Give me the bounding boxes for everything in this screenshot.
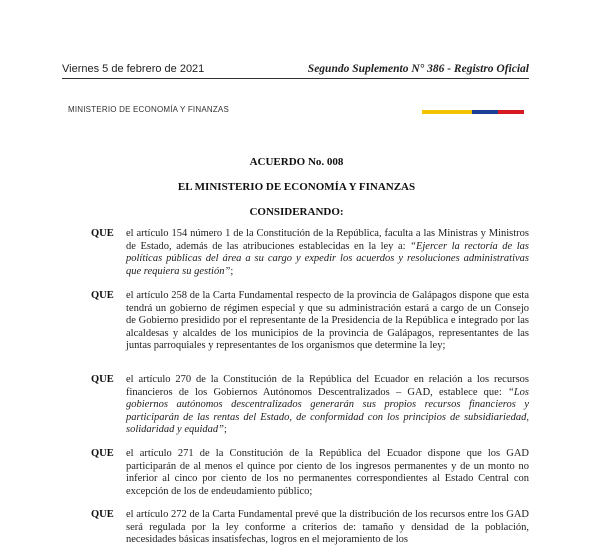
considerando-heading: CONSIDERANDO: (249, 206, 344, 218)
clause-text: el artículo 272 de la Carta Fundamental prevé que la distribución de los recursos entre los GAD será regulada por la ley conforme a criterios de: tamaño y densidad de la población, necesidades básicas insatisfechas, logros en el mejoramiento de los (126, 509, 529, 546)
issuing-ministry: EL MINISTERIO DE ECONOMÍA Y FINANZAS (177, 181, 416, 193)
acuerdo-number: ACUERDO No. 008 (249, 156, 344, 168)
flag-red-stripe (498, 110, 524, 114)
clause-4 (91, 448, 529, 498)
flag-blue-stripe (472, 110, 499, 114)
clause-text: el artículo 271 de la Constitución de la República del Ecuador dispone que los GAD participarán de al menos el quince por ciento de los ingresos permanentes y de un monto no inferior al cinco por ciento de los no permanentes correspondientes al Estado Central con excepción de los de endeudamiento público; (126, 448, 529, 497)
clause-2 (91, 290, 529, 353)
clause-text: el artículo 154 número 1 de la Constitución de la República, faculta a las Ministras y Ministros de Estado, además de las atribuciones establecidas en la ley a: “Ejercer la rectoría de las políticas públicas del área a su cargo y expedir los acuerdos y resoluciones administrativas que requiera su gestión”; (126, 228, 529, 277)
flag-yellow-stripe (422, 110, 472, 114)
clause-3 (91, 374, 529, 437)
clause-label: QUE (91, 228, 114, 239)
header-date: Viernes 5 de febrero de 2021 (62, 63, 205, 75)
clause-label: QUE (91, 374, 114, 385)
ecuador-flag-stripe (422, 110, 524, 114)
clause-label: QUE (91, 448, 114, 459)
header-publication: Segundo Suplemento N° 386 - Registro Oficial (307, 63, 529, 75)
header-divider (62, 78, 529, 79)
clause-quote: “Los gobiernos autónomos descentralizados generarán sus propios recursos financieros y participarán de las rentas del Estado, de conformidad con los principios de subsidiariedad, solidaridad y equidad” (126, 386, 529, 436)
clause-label: QUE (91, 509, 114, 520)
clause-1 (91, 228, 529, 278)
clause-label: QUE (91, 290, 114, 301)
clause-text: el artículo 270 de la Constitución de la República del Ecuador en relación a los recursos financieros de los Gobiernos Autónomos Descentralizados – GAD, establece que: “Los gobiernos autónomos descentralizados generarán sus propios recursos financieros y participarán de las rentas del Estado, de conformidad con los principios de subsidiariedad, solidaridad y equidad”; (126, 374, 529, 436)
ministry-logo: MINISTERIO DE ECONOMÍA Y FINANZAS (68, 105, 229, 114)
clause-5 (91, 509, 529, 547)
clause-text: el artículo 258 de la Carta Fundamental respecto de la provincia de Galápagos dispone que esta tendrá un gobierno de régimen especial y que su administración estará a cargo de un Consejo de Gobierno presidido por el representante de la Presidencia de la República e integrado por las alcaldesas y alcaldes de los municipios de la provincia de Galápagos, representantes de las juntas parroquiales y representantes de los organismos que determine la ley; (126, 290, 529, 352)
clause-quote: “Ejercer la rectoría de las políticas públicas del área a su cargo y expedir los acuerdos y resoluciones administrativas que requiera su gestión” (126, 240, 529, 277)
